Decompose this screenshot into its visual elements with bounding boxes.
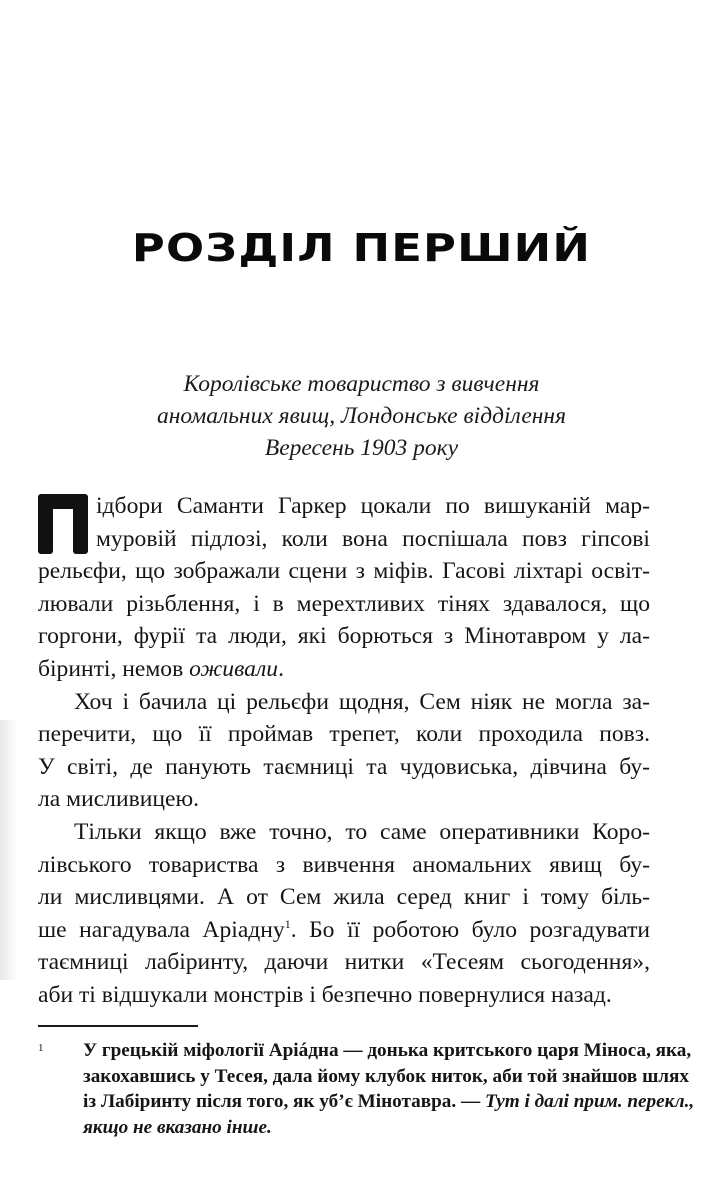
text-line: перечити, що її проймав трепет, коли проходила повз. [38, 721, 650, 748]
drop-cap-stroke [73, 494, 88, 554]
paragraph-1 [38, 490, 650, 686]
chapter-title: РОЗДІЛ ПЕРШИЙ [131, 226, 592, 270]
footnote-line [83, 1115, 658, 1141]
epigraph [0, 368, 723, 464]
text-line: горгони, фурії та люди, які борються з Мінотавром у ла- [38, 623, 650, 650]
body-text [38, 490, 650, 1012]
footnote-body [83, 1038, 695, 1140]
paragraph-2 [38, 686, 650, 816]
drop-cap [38, 494, 88, 554]
drop-cap-stroke [38, 494, 53, 554]
text-fragment: . Бо її роботою було розгадувати [290, 916, 651, 943]
paragraph-3 [38, 816, 650, 1012]
text-line [38, 653, 650, 686]
text-fragment: біринті, немов [38, 655, 190, 682]
emphasis-text: Тут і далі прим. перекл., [484, 1091, 695, 1112]
text-line: лювали різьблення, і в мерехтливих тінях здавалося, що [38, 590, 650, 617]
text-line: рельєфи, що зображали сцени з міфів. Гасові ліхтарі освіт- [38, 558, 650, 585]
text-line: аби ті відшукали монстрів і безпечно повернулися назад. [38, 981, 612, 1008]
emphasis-text: якщо не вказано інше. [83, 1116, 272, 1138]
text-fragment: . [278, 655, 284, 682]
footnote-marker: 1 [38, 1042, 44, 1054]
text-fragment: із Лабіринту після того, як уб’є Мінотавра. — [83, 1091, 485, 1112]
footnote-reference[interactable]: 1 [284, 916, 291, 931]
text-line: муровій підлозі, коли вона поспішала повз гіпсові [96, 525, 650, 552]
footnote [38, 1038, 695, 1140]
text-line: лівського товариства з вивчення аномальних явищ бу- [38, 851, 650, 878]
epigraph-line: аномальних явищ, Лондонське відділення [156, 403, 567, 429]
emphasis-text: оживали [189, 655, 279, 682]
footnote-line: закохавшись у Тесея, дала йому клубок ниток, аби той знайшов шлях [83, 1065, 690, 1087]
epigraph-line: Вересень 1903 року [264, 435, 459, 461]
page-edge-shadow [0, 720, 18, 980]
epigraph-line: Королівське товариство з вивчення [183, 371, 540, 397]
text-line: ли мисливцями. А от Сем жила серед книг і тому біль- [38, 884, 650, 911]
footnote-divider [38, 1025, 198, 1027]
text-fragment: ше нагадувала Аріадну [38, 916, 285, 943]
text-line: У світі, де панують таємниці та чудовиська, дівчина бу- [38, 753, 650, 780]
footnote-line: У грецькій міфології Аріáдна — донька критського царя Міноса, яка, [83, 1040, 692, 1061]
text-line [38, 914, 650, 947]
text-line: ла мисливицею. [38, 786, 199, 813]
text-line: Хоч і бачила ці рельєфи щодня, Сем ніяк не могла за- [74, 688, 650, 715]
footnote-line [83, 1089, 695, 1115]
text-line: ідбори Саманти Гаркер цокали по вишуканій мар- [96, 493, 650, 519]
text-line: Тільки якщо вже точно, то саме оперативники Коро- [74, 818, 650, 845]
text-line: таємниці лабіринту, даючи нитки «Тесеям сьогодення», [38, 949, 650, 976]
